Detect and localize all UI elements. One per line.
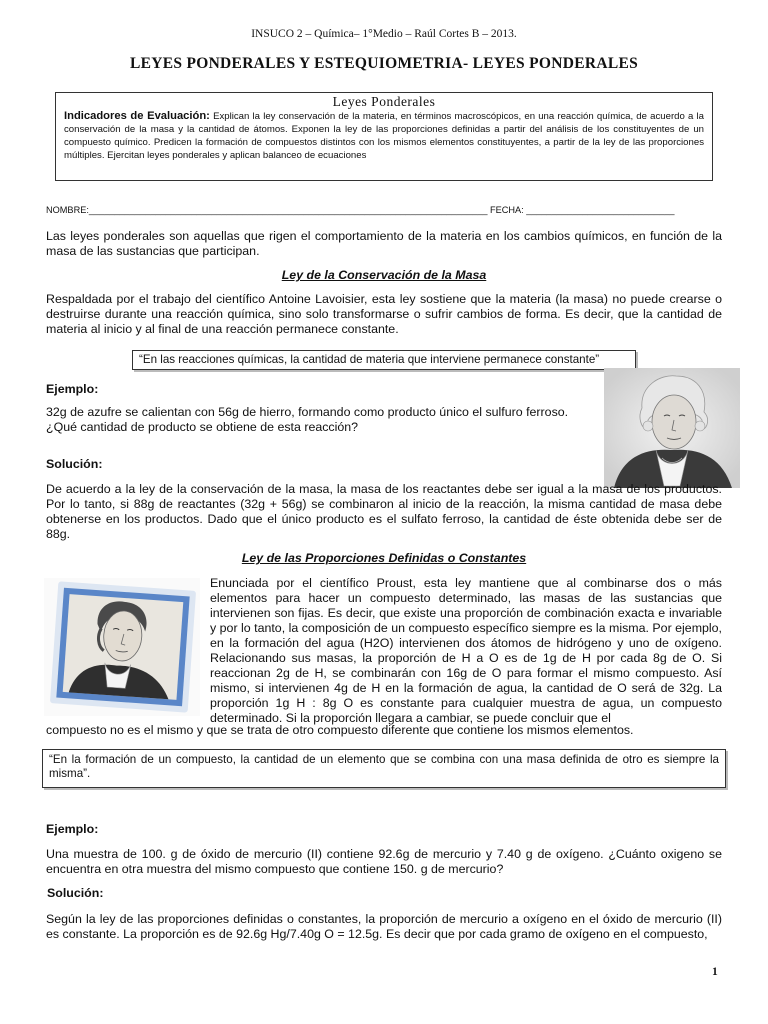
indicators-box — [55, 92, 713, 181]
law2-quote: “En la formación de un compuesto, la cantidad de un elemento que se combina con una masa definida de otro es siempre la misma”. — [42, 749, 726, 788]
law1-solution-label: Solución: — [46, 457, 103, 471]
form-line — [46, 205, 726, 215]
document-header: INSUCO 2 – Química– 1°Medio – Raúl Cortes B – 2013. — [251, 28, 517, 40]
law2-title: Ley de las Proporciones Definidas o Constantes — [241, 551, 527, 565]
lavoisier-portrait-drawing — [604, 368, 740, 488]
proust-portrait-drawing — [44, 578, 200, 716]
law1-solution: De acuerdo a la ley de la conservación de la masa, la masa de los reactantes debe ser igual a la masa de los productos. Por lo tanto, si 88g de reactantes (32g + 56g) se combinaron al inicio de la reacción, la misma cantidad de masa debe obtenerse en los productos. Dado que el único producto es el sulfato ferroso, la cantidad de éste obtenida debe ser de 88g. — [46, 482, 722, 541]
law2-example-label: Ejemplo: — [46, 822, 99, 836]
intro-paragraph: Las leyes ponderales son aquellas que rigen el comportamiento de la materia en los cambios químicos, en función de la masa de las sustancias que participan. — [46, 229, 722, 258]
law1-example-line1: 32g de azufre se calientan con 56g de hierro, formando como producto único el sulfuro ferroso. — [46, 405, 569, 419]
law1-example-line2: ¿Qué cantidad de producto se obtiene de esta reacción? — [46, 420, 359, 434]
date-field[interactable]: FECHA: _____________________________ — [490, 205, 675, 215]
page-number: 1 — [712, 966, 718, 978]
name-field[interactable]: NOMBRE:______________________________________________________________________________ — [46, 205, 488, 215]
law1-body: Respaldada por el trabajo del científico Antoine Lavoisier, esta ley sostiene que la materia (la masa) no puede crearse o destruirse durante una reacción química, sino solo transformarse o sufrir cambios de forma. Es decir, que la cantidad de materia al inicio y al final de una reacción permanece constante. — [46, 292, 722, 336]
law1-title: Ley de la Conservación de la Masa — [281, 268, 487, 282]
law2-example: Una muestra de 100. g de óxido de mercurio (II) contiene 92.6g de mercurio y 7.40 g de oxígeno. ¿Cuánto oxigeno se encuentra en otra muestra del mismo compuesto que contiene 150. g de mercurio? — [46, 847, 722, 876]
proust-portrait — [44, 578, 200, 716]
law2-body-full: compuesto no es el mismo y que se trata de otro compuesto diferente que contiene los mismos elementos. — [46, 723, 634, 737]
indicators-label: Indicadores de Evaluación: — [64, 110, 210, 122]
law1-example-label: Ejemplo: — [46, 382, 99, 396]
law1-example — [46, 405, 606, 435]
law2-solution: Según la ley de las proporciones definidas o constantes, la proporción de mercurio a oxígeno en el óxido de mercurio (II) es constante. La proporción es de 92.6g Hg/7.40g O = 12.5g. Es decir que por cada gramo de oxígeno en el compuesto, — [46, 912, 722, 941]
law1-quote: “En las reacciones químicas, la cantidad de materia que interviene permanece constante” — [132, 350, 636, 370]
indicators-text-block — [64, 110, 704, 162]
law2-body-wrapped: Enunciada por el científico Proust, esta ley mantiene que al combinarse dos o más elementos para hacer un compuesto determinado, las masas de las sustancias que intervienen son fijas. Es decir, que existe una proporción de combinación exacta e invariable y por lo tanto, la composición de un compuesto específico siempre es la misma. Por ejemplo, en la formación del agua (H2O) intervienen dos átomos de hidrógeno y uno de oxígeno. Relacionando sus masas, la proporción de H a O es de 1g de H por cada 8g de O. Si reaccionan 2g de H, se combinarán con 16g de O para formar el mismo compuesto. Así mismo, si intervienen 4g de H en la formación de agua, la cantidad de O será de 32g. La proporción 1g H : 8g O es constante para cualquier muestra de agua, un compuesto determinado. Si la proporción llegara a cambiar, se puede concluir que el — [210, 576, 722, 725]
indicators-heading: Leyes Ponderales — [332, 94, 436, 109]
page-title: LEYES PONDERALES Y ESTEQUIOMETRIA- LEYES PONDERALES — [129, 55, 639, 72]
law2-solution-label: Solución: — [47, 886, 104, 900]
lavoisier-portrait — [604, 368, 740, 488]
indicators-text: Explican la ley conservación de la materia, en términos macroscópicos, en una reacción química, de acuerdo a la conservación de la masa y la cantidad de átomos. Exponen la ley de las proporciones definidas a partir del análisis de los constituyentes de un compuesto químico. Predicen la formación de compuestos distintos con los mismos elementos constituyentes, a partir de la ley de las proporciones múltiples. Ejercitan leyes ponderales y aplican balanceo de ecuaciones — [64, 111, 704, 161]
